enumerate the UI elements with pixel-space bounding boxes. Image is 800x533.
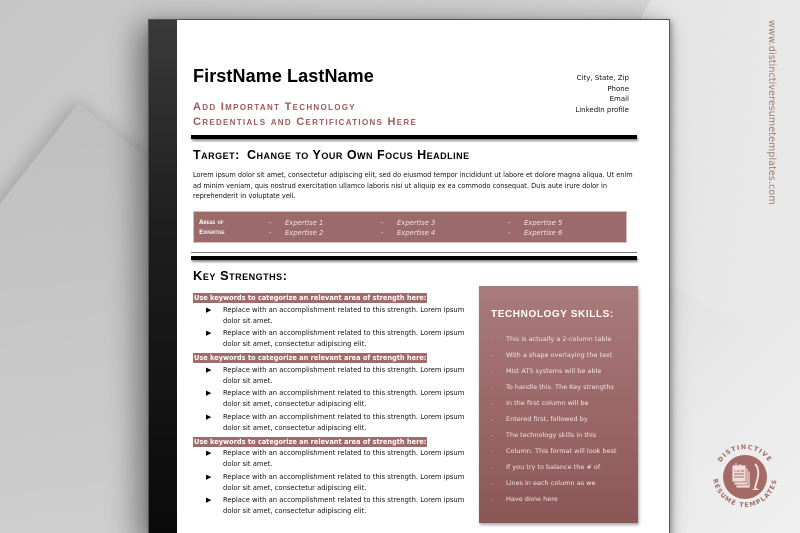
dash-icon: -	[491, 447, 494, 455]
strength-item	[193, 305, 465, 327]
expertise-label-line: Expertise	[199, 229, 225, 236]
technology-skills-title: TECHNOLOGY SKILLS:	[491, 309, 614, 320]
strength-item	[193, 448, 465, 470]
dash-icon: -	[491, 399, 494, 407]
bullet-arrow-icon: ▶	[206, 496, 212, 504]
tech-skill-item	[491, 395, 636, 411]
watermark-url: www.distinctiveresumetemplates.com	[766, 20, 777, 205]
strength-item	[193, 472, 465, 494]
tech-skill-text: Lines in each column as we	[506, 479, 596, 487]
expertise-label	[199, 218, 225, 238]
expertise-label-line: Areas of	[199, 219, 224, 226]
target-headline	[193, 148, 470, 162]
svg-text:DISTINCTIVE: DISTINCTIVE	[716, 443, 774, 464]
strength-item-text: Replace with an accomplishment related to this strength. Lorem ipsum dolor sit amet.	[223, 365, 465, 385]
key-strengths-list	[193, 293, 465, 520]
bullet-arrow-icon: ▶	[206, 449, 212, 457]
tech-skill-item	[491, 363, 636, 379]
tech-skill-item	[491, 475, 636, 491]
tech-skill-text: Have done here	[506, 495, 558, 503]
strength-category: Use keywords to categorize an relevant area of strength here:	[194, 294, 427, 302]
tech-skill-item	[491, 331, 636, 347]
key-strengths-title	[193, 268, 288, 283]
strength-category: Use keywords to categorize an relevant area of strength here:	[194, 437, 427, 446]
section-divider	[191, 252, 637, 253]
strength-item-text: Replace with an accomplishment related to this strength. Lorem ipsum dolor sit amet, consectetur adipiscing elit.	[223, 472, 465, 492]
dash-icon: -	[381, 219, 384, 227]
tech-skill-item	[491, 379, 636, 395]
dash-icon: -	[491, 415, 494, 423]
tech-skill-text: To handle this. The Key strengths	[506, 383, 614, 391]
expertise-item: Expertise 2	[285, 229, 324, 237]
svg-text:RÉSUMÉ TEMPLATES: RÉSUMÉ TEMPLATES	[711, 478, 779, 510]
contact-phone: Phone	[607, 84, 629, 93]
credentials-line: Add Important Technology	[193, 101, 356, 113]
expertise-item: Expertise 1	[285, 219, 324, 227]
section-divider-thick	[191, 256, 637, 260]
dash-icon: -	[508, 219, 511, 227]
credentials-block	[193, 100, 417, 130]
contact-location: City, State, Zip	[576, 74, 629, 82]
expertise-column	[381, 218, 435, 238]
dash-icon: -	[269, 229, 272, 237]
dash-icon: -	[491, 495, 494, 503]
tech-skill-text: With a shape overlaying the text	[506, 351, 613, 359]
strength-item	[193, 365, 465, 387]
tech-skill-text: Column. This format will look best	[506, 447, 617, 455]
strength-item	[193, 495, 465, 517]
tech-skill-text: This is actually a 2-column table	[506, 335, 612, 343]
bullet-arrow-icon: ▶	[206, 389, 212, 397]
dash-icon: -	[491, 351, 494, 359]
strength-group	[193, 437, 465, 518]
resume-page	[148, 19, 670, 533]
page-side-stripe	[149, 20, 177, 533]
contact-linkedin: LinkedIn profile	[575, 105, 629, 114]
expertise-column	[508, 218, 562, 238]
dash-icon: -	[491, 463, 494, 471]
contact-email: Email	[609, 95, 629, 103]
target-label: Target:	[193, 148, 240, 162]
tech-skill-item	[491, 491, 636, 507]
document-quill-icon	[700, 430, 790, 520]
tech-skill-text: If you try to balance the # of	[506, 463, 601, 471]
tech-skill-item	[491, 443, 636, 459]
tech-skill-item	[491, 427, 636, 443]
tech-skill-text: Entered first, followed by	[506, 415, 588, 423]
strength-item-text: Replace with an accomplishment related to this strength. Lorem ipsum dolor sit amet, consectetur adipiscing elit.	[223, 412, 465, 432]
bullet-arrow-icon: ▶	[206, 329, 212, 337]
technology-skills-box	[479, 286, 638, 523]
dash-icon: -	[508, 229, 511, 237]
strength-item	[193, 388, 465, 410]
strength-category: Use keywords to categorize an relevant area of strength here:	[194, 354, 427, 362]
tech-skill-text: Mist ATS systems will be able	[506, 367, 602, 375]
brand-logo	[700, 430, 790, 520]
tech-skill-item	[491, 459, 636, 475]
dash-icon: -	[491, 335, 494, 343]
dash-icon: -	[491, 367, 494, 375]
header-divider	[191, 135, 637, 139]
contact-block	[575, 73, 629, 115]
strength-item	[193, 412, 465, 434]
dash-icon: -	[491, 431, 494, 439]
expertise-column	[269, 218, 323, 238]
strength-item-text: Replace with an accomplishment related to this strength. Lorem ipsum dolor sit amet.	[223, 305, 465, 325]
strength-group	[193, 353, 465, 434]
candidate-name: FirstName LastName	[193, 66, 374, 86]
tech-skill-item	[491, 411, 636, 427]
tech-skill-text: The technology skills in this	[506, 431, 597, 439]
expertise-item: Expertise 5	[524, 219, 563, 227]
credentials-line: Credentials and Certifications Here	[193, 116, 418, 128]
bullet-arrow-icon: ▶	[206, 412, 212, 421]
areas-of-expertise-bar	[193, 211, 627, 243]
strength-item-text: Replace with an accomplishment related to this strength. Lorem ipsum dolor sit amet, consectetur adipiscing elit.	[223, 389, 465, 408]
bullet-arrow-icon: ▶	[206, 305, 212, 314]
strength-item-text: Replace with an accomplishment related to this strength. Lorem ipsum dolor sit amet, consectetur adipiscing elit.	[223, 329, 465, 348]
dash-icon: -	[269, 219, 272, 227]
dash-icon: -	[491, 479, 494, 487]
bullet-arrow-icon: ▶	[206, 472, 212, 481]
dash-icon: -	[491, 383, 494, 391]
expertise-item: Expertise 3	[397, 219, 436, 227]
strength-item-text: Replace with an accomplishment related to this strength. Lorem ipsum dolor sit amet.	[223, 449, 465, 468]
strength-group	[193, 293, 465, 350]
target-headline-text: Change to Your Own Focus Headline	[246, 148, 470, 162]
technology-skills-list	[491, 331, 636, 507]
summary-paragraph: Lorem ipsum dolor sit amet, consectetur adipiscing elit, sed do eiusmod tempor incididunt ut labore et dolore magna aliqua. Ut enim ad minim veniam, quis nostrud exercitation ullamco laboris nisi ut aliquip ex ea commodo consequat. Duis aute irure dolor in reprehenderit in voluptate veli.	[193, 171, 633, 200]
tech-skill-item	[491, 347, 636, 363]
expertise-item: Expertise 6	[524, 229, 563, 237]
tech-skill-text: In the first column will be	[506, 399, 589, 407]
bullet-arrow-icon: ▶	[206, 365, 212, 374]
dash-icon: -	[381, 229, 384, 237]
key-strengths-title-text: Key Strengths:	[193, 268, 288, 283]
strength-item-text: Replace with an accomplishment related to this strength. Lorem ipsum dolor sit amet, consectetur adipiscing elit.	[223, 496, 465, 515]
strength-item	[193, 328, 465, 350]
expertise-item: Expertise 4	[397, 229, 436, 237]
